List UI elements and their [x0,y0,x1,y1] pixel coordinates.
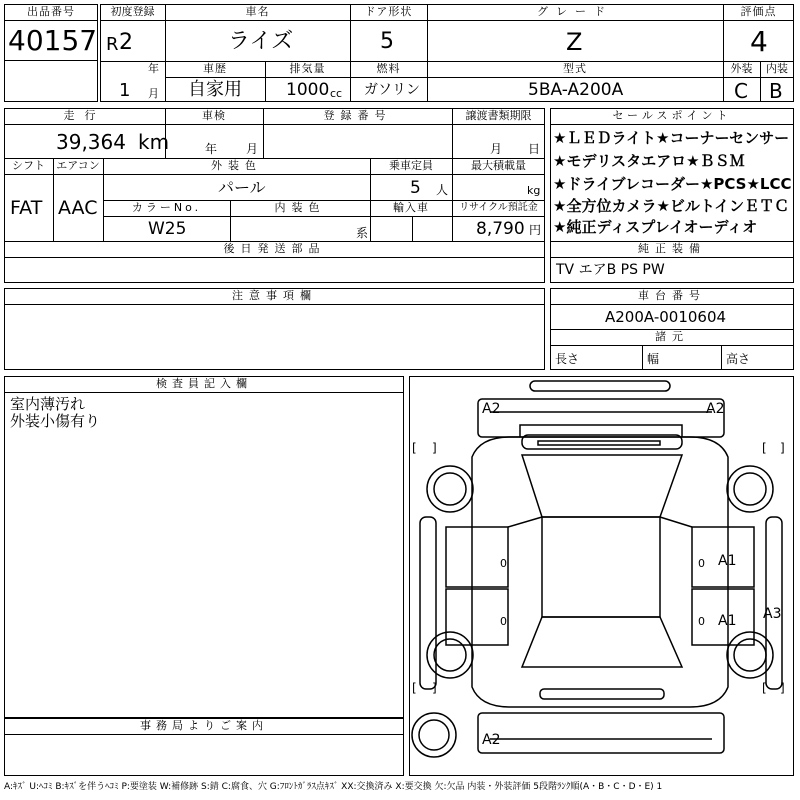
chassis-value: A200A-0010604 [605,308,727,326]
svg-text:]: ] [432,441,437,455]
chassis-label: 車台番号 [638,289,706,302]
ext-color-label: 外装色 [211,159,262,172]
recycle-unit: 円 [529,223,542,237]
door-label: ドア形状 [364,5,413,18]
sales-line-1: ★ＬＥＤライト★コーナーセンサー [553,129,790,147]
model-label: 型式 [563,62,587,75]
int-grade-label: 内装 [766,62,788,75]
capacity-value: 5 [410,178,421,198]
first-reg-year: 2 [119,30,133,55]
ext-color-value: パール [218,178,266,197]
inspector-line-1: 室内薄汚れ [10,395,86,413]
inspector-line-2: 外装小傷有り [10,412,101,430]
inspector-label: 検査員記入欄 [156,377,252,390]
svg-text:0: 0 [698,557,705,570]
capacity-label: 乗車定員 [389,159,433,172]
load-unit: kg [527,184,541,197]
load-label: 最大積載量 [471,159,526,172]
year-unit: 年 [148,62,159,75]
svg-text:[: [ [412,441,417,455]
dims-width: 幅 [647,352,660,366]
sales-label: セールスポイント [612,109,732,122]
color-no-label: カラーNo. [131,201,202,214]
month-unit: 月 [148,87,159,100]
recycle-value: 8,790 [476,219,525,239]
svg-text:[: [ [762,441,767,455]
mileage-unit: km [138,130,170,154]
svg-text:]: ] [780,681,785,695]
grade-value: Z [566,28,583,56]
dims-length: 長さ [555,352,580,366]
damage-mark-5: A3 [763,606,782,622]
sales-line-3: ★ドライブレコーダー★PCS★LCC [553,175,792,193]
damage-mark-2: A2 [706,401,725,417]
mileage-label: 走行 [63,109,106,122]
int-color-label: 内装色 [274,201,326,214]
import-label: 輸入車 [393,201,429,214]
sales-line-4: ★全方位カメラ★ビルトインＥＴＣ [553,197,790,215]
score-label: 評価点 [740,5,777,18]
door-value: 5 [380,29,394,54]
svg-text:[: [ [412,681,417,695]
sales-line-5: ★純正ディスプレイオーディオ [553,218,758,236]
inspection-year-unit: 年 [205,142,218,156]
car-name-label: 車名 [245,5,270,18]
damage-mark-3: A1 [718,553,737,569]
int-grade: B [769,79,783,103]
genuine-label: 純正装備 [638,242,706,255]
first-reg-label: 初度登録 [110,5,155,18]
first-reg-month: 1 [119,80,131,101]
capacity-unit: 人 [436,183,449,197]
genuine-value: TV エアB PS PW [556,262,665,278]
notes-label: 注意事項欄 [232,289,317,302]
fuel-value: ガソリン [364,82,420,98]
car-diagram [409,376,794,776]
dims-height: 高さ [726,352,751,366]
damage-mark-4: A1 [718,613,737,629]
svg-text:0: 0 [698,615,705,628]
svg-text:[: [ [762,681,767,695]
score-value: 4 [750,25,768,58]
damage-mark-6: A2 [482,732,501,748]
history-label: 車歴 [203,62,227,75]
inspection-month-unit: 月 [246,142,259,156]
ext-grade-label: 外装 [730,62,753,75]
lot-number: 40157 [8,24,98,57]
aircon-value: AAC [58,197,98,219]
svg-text:0: 0 [500,615,507,628]
reg-no-label: 登録番号 [323,109,392,122]
recycle-label: リサイクル預託金 [459,202,538,213]
transfer-day-unit: 日 [528,142,541,156]
shift-value: FAT [10,197,43,219]
transfer-label: 譲渡書類期限 [465,109,532,122]
aircon-label: エアコン [56,159,100,172]
legend-text: A:ｷｽﾞ U:ﾍｺﾐ B:ｷｽﾞを伴うﾍｺﾐ P:要塗装 W:補修跡 S:錆 C:腐食、穴 G:ﾌﾛﾝﾄｶﾞﾗｽ点ｷｽﾞ XX:交換済み X:要交換 欠:欠品 内装・外装評価 5段階ﾗﾝｸ順(A・B・C・D・E) 1 [4,782,663,792]
int-color-unit: 系 [356,226,369,240]
displacement-label: 排気量 [289,62,326,75]
shift-label: シフト [12,159,45,172]
inspection-label: 車検 [202,109,226,122]
svg-text:0: 0 [500,557,507,570]
fuel-label: 燃料 [376,62,401,75]
damage-mark-1: A2 [482,401,501,417]
history-value: 自家用 [188,79,242,100]
mileage-value: 39,364 [56,130,126,154]
ext-grade: C [734,79,748,103]
color-no-value: W25 [148,219,187,239]
transfer-month-unit: 月 [490,142,503,156]
office-label: 事務局よりご案内 [140,719,268,732]
lot-label: 出品番号 [27,5,75,18]
svg-text:]: ] [432,681,437,695]
car-name: ライズ [228,29,294,54]
displacement-unit: cc [330,87,343,100]
sales-line-2: ★モデリスタエアロ★ＢＳＭ [553,152,745,170]
era-letter: R [106,34,119,55]
model-value: 5BA-A200A [528,80,624,100]
svg-text:]: ] [780,441,785,455]
dims-label: 諸元 [655,330,689,343]
grade-label: グレード [537,5,613,18]
later-parts-label: 後日発送部品 [223,242,326,255]
displacement-value: 1000 [286,80,330,100]
